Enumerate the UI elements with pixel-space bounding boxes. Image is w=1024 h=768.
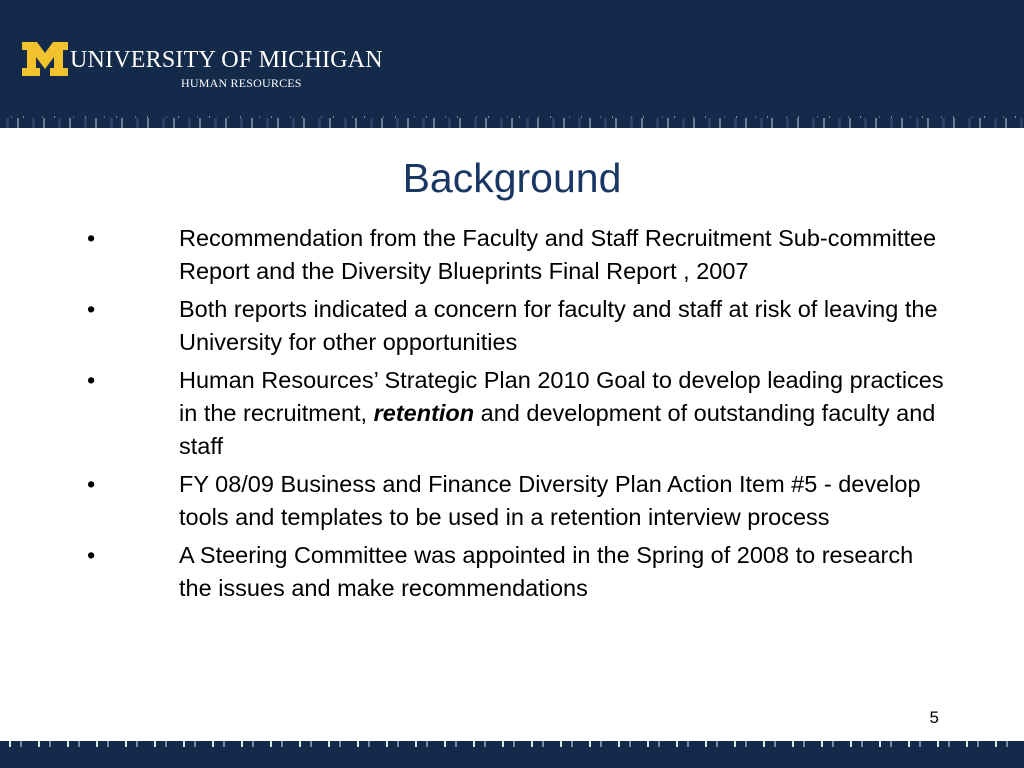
bullet-item <box>0 539 1024 605</box>
bullet-item <box>0 293 1024 359</box>
bullet-text: FY 08/09 Business and Finance Diversity Plan Action Item #5 - develop tools and templates to be used in a retention interview process <box>179 471 921 530</box>
header-banner <box>0 0 1024 128</box>
brand-subtitle: HUMAN RESOURCES <box>181 76 302 90</box>
bullet-text: Recommendation from the Faculty and Staff Recruitment Sub-committee Report and the Diversity Blueprints Final Report , 2007 <box>179 225 937 284</box>
bullet-dot-icon: • <box>87 471 96 497</box>
bullet-item <box>0 364 1024 463</box>
bullet-text: Both reports indicated a concern for faculty and staff at risk of leaving the University for other opportunities <box>179 296 938 355</box>
footer-band <box>0 741 1024 768</box>
brand-name: UNIVERSITY OF MICHIGAN <box>70 47 383 73</box>
bullet-text: A Steering Committee was appointed in the Spring of 2008 to research the issues and make recommendations <box>179 542 914 601</box>
header-texture-band <box>0 118 1024 128</box>
slide-title: Background <box>402 155 622 201</box>
bullet-text-end: and development of outstanding faculty and staff <box>179 400 936 459</box>
bullet-dot-icon: • <box>87 542 96 568</box>
bullet-emphasis-retention: retention <box>373 400 475 426</box>
bullet-text-start: Human Resources’ Strategic Plan 2010 Goal to develop leading practices in the recruitment, <box>179 367 944 426</box>
bullet-dot-icon: • <box>87 296 96 322</box>
page-number: 5 <box>929 708 939 727</box>
bullet-dot-icon: • <box>87 367 96 393</box>
bullet-list <box>0 222 1024 610</box>
bullet-item <box>0 468 1024 534</box>
footer-texture <box>0 741 1024 747</box>
bullet-item <box>0 222 1024 288</box>
bullet-dot-icon: • <box>87 225 96 251</box>
university-block-m-logo <box>21 42 69 76</box>
